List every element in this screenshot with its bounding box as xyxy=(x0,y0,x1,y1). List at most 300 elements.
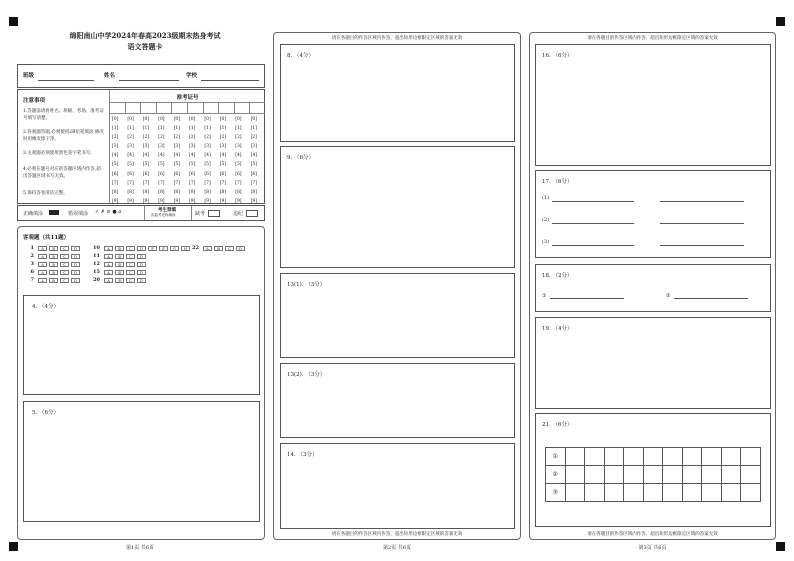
exam-id-bubble[interactable]: [0] xyxy=(158,117,165,122)
objective-option-bubble[interactable]: D xyxy=(71,246,80,251)
objective-option-bubble[interactable]: C xyxy=(126,270,135,275)
answer-section-panel xyxy=(17,226,265,540)
exam-id-write-cell[interactable] xyxy=(187,103,203,113)
notice-item: 2.客观题答题,必须使用2B铅笔填涂,修改时用橡皮擦干净。 xyxy=(23,130,104,142)
objective-option-bubble[interactable]: A xyxy=(104,270,113,275)
proctor-title: 考生禁填 xyxy=(158,208,176,213)
exam-id-bubble[interactable]: [2] xyxy=(142,135,150,141)
objective-question-row xyxy=(24,277,82,283)
q21-grid-cell[interactable] xyxy=(741,484,761,502)
exam-id-bubble[interactable]: [2] xyxy=(219,135,227,141)
exam-id-panel xyxy=(109,90,265,204)
objective-option-bubble[interactable]: D xyxy=(71,270,80,275)
exam-id-write-cell[interactable] xyxy=(156,103,172,113)
q13-2-label: 13(2). （3分） xyxy=(287,372,326,378)
exam-id-bubble[interactable]: [7] xyxy=(219,180,227,186)
exam-id-column xyxy=(112,115,118,206)
exam-id-title: 准考证号 xyxy=(176,95,199,101)
q16-answer-area[interactable] xyxy=(535,44,771,166)
objective-option-bubble[interactable]: D xyxy=(137,278,146,283)
exam-id-bubble[interactable]: [6] xyxy=(235,171,242,177)
objective-option-bubble[interactable]: C xyxy=(225,246,234,251)
q18-label: 18. （2分） xyxy=(542,273,573,279)
exam-id-bubble[interactable]: [3] xyxy=(127,144,134,150)
exam-id-bubble[interactable]: [9] xyxy=(112,198,119,204)
exam-id-write-cell[interactable] xyxy=(171,103,187,113)
exam-id-bubble[interactable]: [9] xyxy=(173,198,180,204)
exam-id-bubble[interactable]: [5] xyxy=(158,162,165,168)
q21-grid-cell[interactable] xyxy=(721,484,741,502)
exam-id-bubble[interactable]: [3] xyxy=(112,144,119,150)
q21-grid-cell[interactable] xyxy=(663,484,683,502)
q21-grid-cell[interactable] xyxy=(565,466,585,484)
exam-id-write-cell[interactable] xyxy=(218,103,234,113)
exam-id-bubble[interactable]: [6] xyxy=(204,171,211,177)
q17-label: 17. （6分） xyxy=(542,179,573,185)
exam-id-bubble[interactable]: [8] xyxy=(204,189,211,195)
student-info-box xyxy=(17,64,265,88)
exam-id-write-cell[interactable] xyxy=(110,103,125,113)
q9-answer-area[interactable] xyxy=(280,146,515,268)
exam-id-bubble[interactable]: [0] xyxy=(189,117,196,122)
objective-option-bubble[interactable]: D xyxy=(71,254,80,259)
exam-id-bubble[interactable]: [5] xyxy=(219,162,227,168)
q21-grid-cell[interactable] xyxy=(702,466,722,484)
exam-id-bubble[interactable]: [4] xyxy=(158,153,165,159)
exam-id-bubble[interactable]: [4] xyxy=(219,153,227,159)
exam-id-bubbles xyxy=(112,115,266,203)
exam-id-bubble[interactable]: [9] xyxy=(189,198,196,204)
exam-id-bubble[interactable]: [3] xyxy=(219,144,227,150)
exam-id-bubble[interactable]: [8] xyxy=(127,189,134,195)
objective-option-bubble[interactable]: B xyxy=(49,254,58,259)
school-input[interactable] xyxy=(201,80,259,81)
objective-option-bubble[interactable]: A xyxy=(104,254,113,259)
q21-grid-row xyxy=(546,484,761,502)
exam-id-bubble[interactable]: [2] xyxy=(158,135,165,141)
objective-option-bubble[interactable]: B xyxy=(49,270,58,275)
q17-2-line-a[interactable] xyxy=(552,223,634,224)
page-subtitle: 语文答题卡 xyxy=(127,42,163,51)
objective-option-bubble[interactable]: C xyxy=(126,278,135,283)
q14-answer-area[interactable] xyxy=(280,443,515,529)
objective-option-bubble[interactable]: C xyxy=(126,254,135,259)
objective-option-bubble[interactable]: A xyxy=(38,278,47,283)
objective-option-bubble[interactable]: A xyxy=(104,262,113,267)
exam-id-bubble[interactable]: [8] xyxy=(250,189,257,195)
objective-option-bubble[interactable]: C xyxy=(60,278,69,283)
exam-id-bubble[interactable]: [8] xyxy=(173,189,180,195)
objective-option-bubble[interactable]: E xyxy=(148,246,157,251)
q17-answer-area xyxy=(535,170,771,258)
exam-id-bubble[interactable]: [2] xyxy=(204,135,211,141)
q21-grid-cell[interactable] xyxy=(663,448,683,466)
exam-id-bubble[interactable]: [4] xyxy=(204,153,211,159)
objective-option-bubble[interactable]: B xyxy=(49,246,58,251)
q21-grid-cell[interactable] xyxy=(702,448,722,466)
objective-question-row xyxy=(24,269,82,275)
objective-question-row xyxy=(189,245,247,251)
q21-grid-cell[interactable] xyxy=(565,448,585,466)
exam-id-bubble[interactable]: [1] xyxy=(127,126,134,132)
exam-id-bubble[interactable]: [8] xyxy=(158,189,165,195)
exam-id-column xyxy=(189,115,195,206)
objective-option-bubble[interactable]: D xyxy=(137,246,146,251)
fill-legend-box xyxy=(17,205,265,221)
exam-id-column xyxy=(220,115,226,206)
class-input[interactable] xyxy=(38,80,94,81)
q21-grid-cell[interactable] xyxy=(682,484,702,502)
exam-id-bubble[interactable]: [2] xyxy=(189,135,196,141)
exam-id-bubble[interactable]: [0] xyxy=(235,117,242,122)
q21-grid-cell[interactable] xyxy=(643,484,663,502)
objective-question-row xyxy=(90,277,148,283)
exam-id-bubble[interactable]: [6] xyxy=(250,171,257,177)
objective-option-bubble[interactable]: B xyxy=(49,262,58,267)
objective-option-bubble[interactable]: C xyxy=(126,262,135,267)
exam-id-bubble[interactable]: [4] xyxy=(173,153,180,159)
absent-label: 缺考 xyxy=(195,211,206,217)
exam-id-write-row[interactable] xyxy=(110,102,265,114)
exam-id-bubble[interactable]: [3] xyxy=(235,144,242,150)
objective-option-bubble[interactable]: C xyxy=(60,270,69,275)
exam-id-bubble[interactable]: [1] xyxy=(158,126,165,132)
exam-id-bubble[interactable]: [0] xyxy=(204,117,211,122)
notice-item: 3.主观题必须使用黑色签字笔书写。 xyxy=(23,151,95,156)
q17-1-line-b[interactable] xyxy=(660,201,744,202)
warning-bottom-3: 请在各题目的作答区域内作答，超出矩形边框限定区域的答案无效 xyxy=(587,532,718,537)
exam-id-write-cell[interactable] xyxy=(249,103,265,113)
q14-label: 14. （3分） xyxy=(287,452,318,458)
objective-option-bubble[interactable]: A xyxy=(38,254,47,259)
q8-label: 8. （4分） xyxy=(287,53,314,59)
exam-id-bubble[interactable]: [1] xyxy=(189,126,196,132)
objective-option-bubble[interactable]: C xyxy=(126,246,135,251)
q17-3-line-b[interactable] xyxy=(660,245,744,246)
exam-id-bubble[interactable]: [6] xyxy=(112,171,119,177)
exam-id-bubble[interactable]: [7] xyxy=(127,180,134,186)
objective-option-bubble[interactable]: A xyxy=(38,270,47,275)
q18-sub-label: ② xyxy=(666,293,671,299)
objective-question-number: 6 xyxy=(30,269,34,275)
exam-id-bubble[interactable]: [4] xyxy=(235,153,242,159)
exam-id-bubble[interactable]: [9] xyxy=(250,198,257,204)
objective-option-bubble[interactable]: A xyxy=(203,246,212,251)
objective-question-row xyxy=(90,261,148,267)
exam-id-bubble[interactable]: [6] xyxy=(127,171,134,177)
objective-option-bubble[interactable]: B xyxy=(49,278,58,283)
warning-bottom-2: 请在各题目的作答区域内作答，超出矩形边框限定区域的答案无效 xyxy=(331,532,463,537)
objective-option-bubble[interactable]: A xyxy=(104,246,113,251)
q17-3-line-a[interactable] xyxy=(552,245,634,246)
exam-id-bubble[interactable]: [2] xyxy=(127,135,134,141)
q21-grid-cell[interactable] xyxy=(643,466,663,484)
exam-id-bubble[interactable]: [8] xyxy=(235,189,242,195)
q19-label: 19. （4分） xyxy=(542,326,573,332)
q21-grid-cell[interactable] xyxy=(663,466,683,484)
exam-id-bubble[interactable]: [2] xyxy=(250,135,257,141)
exam-id-bubble[interactable]: [0] xyxy=(173,117,180,122)
exam-id-column xyxy=(143,115,149,206)
q17-sub-label: (1) xyxy=(542,195,550,201)
q21-grid-cell[interactable] xyxy=(565,484,585,502)
name-input[interactable] xyxy=(119,80,179,81)
q21-grid-cell[interactable] xyxy=(682,448,702,466)
exam-id-bubble[interactable]: [4] xyxy=(112,153,119,159)
exam-id-bubble[interactable]: [8] xyxy=(112,189,119,195)
exam-id-bubble[interactable]: [5] xyxy=(142,162,150,168)
exam-id-bubble[interactable]: [5] xyxy=(189,162,196,168)
exam-id-bubble[interactable]: [1] xyxy=(142,126,150,132)
exam-id-bubble[interactable]: [3] xyxy=(189,144,196,150)
exam-id-bubble[interactable]: [1] xyxy=(235,126,242,132)
exam-id-bubble[interactable]: [7] xyxy=(158,180,165,186)
q21-grid-cell[interactable] xyxy=(741,466,761,484)
q21-grid-cell[interactable] xyxy=(624,466,644,484)
exam-id-bubble[interactable]: [1] xyxy=(173,126,180,132)
objective-option-bubble[interactable]: B xyxy=(115,254,124,259)
exam-id-bubble[interactable]: [7] xyxy=(142,180,150,186)
exam-id-bubble[interactable]: [8] xyxy=(189,189,196,195)
exam-id-bubble[interactable]: [4] xyxy=(189,153,196,159)
exam-id-bubble[interactable]: [0] xyxy=(112,117,119,122)
corner-mark-bottom-right xyxy=(776,542,785,551)
exam-id-write-cell[interactable] xyxy=(203,103,219,113)
q21-grid-cell[interactable] xyxy=(585,448,605,466)
q21-grid-row xyxy=(546,466,761,484)
exam-id-bubble[interactable]: [9] xyxy=(219,198,227,204)
exam-id-bubble[interactable]: [7] xyxy=(173,180,180,186)
objective-option-bubble[interactable]: B xyxy=(115,262,124,267)
exam-id-bubble[interactable]: [9] xyxy=(158,198,165,204)
objective-question-number: 20 xyxy=(93,277,100,283)
proctor-subtitle: 由监考老师填涂 xyxy=(151,213,176,217)
exam-id-bubble[interactable]: [7] xyxy=(204,180,211,186)
q21-grid-cell[interactable] xyxy=(624,484,644,502)
objective-question-row xyxy=(24,245,82,251)
name-label: 姓名 xyxy=(104,73,116,79)
q21-answer-area xyxy=(535,413,771,527)
q4-answer-area[interactable] xyxy=(23,295,260,395)
q19-answer-area[interactable] xyxy=(535,317,771,409)
exam-id-bubble[interactable]: [1] xyxy=(204,126,211,132)
exam-id-bubble[interactable]: [4] xyxy=(142,153,150,159)
q21-grid-cell[interactable] xyxy=(721,466,741,484)
q17-sub-label: (3) xyxy=(542,239,550,245)
q5-label: 5. （6分） xyxy=(32,410,59,416)
violation-label: 违纪 xyxy=(233,211,244,217)
q13-1-answer-area[interactable] xyxy=(280,273,515,358)
exam-id-bubble[interactable]: [8] xyxy=(219,189,227,195)
exam-id-bubble[interactable]: [9] xyxy=(204,198,211,204)
exam-id-bubble[interactable]: [9] xyxy=(235,198,242,204)
exam-id-write-cell[interactable] xyxy=(140,103,156,113)
objective-option-bubble[interactable]: D xyxy=(137,254,146,259)
exam-id-write-cell[interactable] xyxy=(125,103,141,113)
q4-label: 4. （4分） xyxy=(32,304,59,310)
exam-id-column xyxy=(158,115,164,206)
q18-1-line[interactable] xyxy=(550,298,624,299)
objective-option-bubble[interactable]: C xyxy=(60,254,69,259)
objective-option-bubble[interactable]: D xyxy=(236,246,245,251)
exam-id-bubble[interactable]: [7] xyxy=(189,180,196,186)
q18-2-line[interactable] xyxy=(674,298,748,299)
objective-option-bubble[interactable]: D xyxy=(137,270,146,275)
objective-question-number: 11 xyxy=(93,253,100,259)
objective-question-row xyxy=(90,245,192,251)
exam-id-bubble[interactable]: [1] xyxy=(112,126,119,132)
q21-grid-cell[interactable] xyxy=(585,466,605,484)
exam-id-bubble[interactable]: [3] xyxy=(173,144,180,150)
exam-id-column xyxy=(174,115,180,206)
objective-option-bubble[interactable]: A xyxy=(38,246,47,251)
objective-question-row xyxy=(90,253,148,259)
q21-grid-cell[interactable] xyxy=(604,466,624,484)
exam-id-bubble[interactable]: [7] xyxy=(235,180,242,186)
exam-id-bubble[interactable]: [0] xyxy=(219,117,227,122)
q9-label: 9. （6分） xyxy=(287,155,314,161)
q21-grid-cell[interactable] xyxy=(682,466,702,484)
exam-id-bubble[interactable]: [3] xyxy=(158,144,165,150)
q21-grid-cell[interactable] xyxy=(604,448,624,466)
objective-question-number: 12 xyxy=(93,261,100,267)
page-title: 绵阳南山中学2024年春高2023级期末热身考试 xyxy=(69,31,221,40)
violation-checkbox[interactable] xyxy=(246,210,258,217)
page-number-3: 第3页 共6页 xyxy=(638,545,667,551)
absent-checkbox[interactable] xyxy=(208,210,220,217)
wrong-fill-samples: ✓ ✗ ⊘ ● ⌀ xyxy=(95,209,122,215)
class-label: 班级 xyxy=(23,73,35,79)
corner-mark-top-left xyxy=(9,17,18,26)
exam-id-bubble[interactable]: [6] xyxy=(173,171,180,177)
objective-option-bubble[interactable]: F xyxy=(159,246,168,251)
exam-id-write-cell[interactable] xyxy=(234,103,250,113)
exam-id-bubble[interactable]: [8] xyxy=(142,189,150,195)
q13-2-answer-area[interactable] xyxy=(280,363,515,438)
q21-grid-cell[interactable] xyxy=(702,484,722,502)
exam-id-bubble[interactable]: [9] xyxy=(127,198,134,204)
exam-id-bubble[interactable]: [5] xyxy=(235,162,242,168)
warning-top-3: 请在各题目的作答区域内作答，超出矩形边框限定区域的答案无效 xyxy=(587,36,718,41)
exam-id-bubble[interactable]: [4] xyxy=(127,153,134,159)
exam-id-bubble[interactable]: [7] xyxy=(250,180,257,186)
exam-id-bubble[interactable]: [5] xyxy=(127,162,134,168)
objective-question-number: 3 xyxy=(30,261,34,267)
objective-option-bubble[interactable]: B xyxy=(115,246,124,251)
exam-id-bubble[interactable]: [3] xyxy=(142,144,150,150)
exam-id-bubble[interactable]: [0] xyxy=(250,117,257,122)
objective-title: 客观题（共11题） xyxy=(23,235,70,241)
objective-option-bubble[interactable]: G xyxy=(170,246,179,251)
q16-label: 16. （6分） xyxy=(542,53,573,59)
q21-grid-row xyxy=(546,448,761,466)
exam-id-bubble[interactable]: [9] xyxy=(142,198,150,204)
exam-id-bubble[interactable]: [6] xyxy=(219,171,227,177)
exam-id-bubble[interactable]: [7] xyxy=(112,180,119,186)
objective-option-bubble[interactable]: A xyxy=(38,262,47,267)
exam-id-column xyxy=(251,115,257,206)
exam-id-column xyxy=(235,115,241,206)
objective-question-number: 22 xyxy=(192,245,199,251)
objective-option-bubble[interactable]: D xyxy=(71,278,80,283)
proctor-box xyxy=(144,206,192,220)
q17-1-line-a[interactable] xyxy=(552,201,634,202)
objective-option-bubble[interactable]: H xyxy=(181,246,190,251)
exam-id-bubble[interactable]: [5] xyxy=(112,162,119,168)
objective-option-bubble[interactable]: D xyxy=(137,262,146,267)
objective-question-number: 1 xyxy=(30,245,34,251)
q21-writing-grid xyxy=(545,447,761,502)
exam-id-bubble[interactable]: [5] xyxy=(204,162,211,168)
panel-3 xyxy=(529,32,776,540)
q21-grid-cell[interactable] xyxy=(643,448,663,466)
exam-id-bubble[interactable]: [0] xyxy=(142,117,150,122)
exam-id-bubble[interactable]: [2] xyxy=(235,135,242,141)
objective-option-bubble[interactable]: B xyxy=(115,278,124,283)
exam-id-bubble[interactable]: [1] xyxy=(219,126,227,132)
notice-title: 注意事项 xyxy=(23,98,46,104)
objective-answers xyxy=(24,245,264,291)
exam-id-bubble[interactable]: [5] xyxy=(173,162,180,168)
objective-question-row xyxy=(24,261,82,267)
objective-question-row xyxy=(90,269,148,275)
wrong-fill-label: 错误填涂 xyxy=(68,211,89,217)
objective-question-row xyxy=(24,253,82,259)
page-number-1: 第1页 共6页 xyxy=(126,545,154,551)
objective-option-bubble[interactable]: A xyxy=(104,278,113,283)
q17-2-line-b[interactable] xyxy=(660,223,744,224)
q21-row-marker: ① xyxy=(546,448,566,466)
correct-fill-sample xyxy=(49,210,59,215)
exam-id-bubble[interactable]: [6] xyxy=(189,171,196,177)
objective-option-bubble[interactable]: B xyxy=(214,246,223,251)
q8-answer-area[interactable] xyxy=(280,44,515,142)
exam-id-bubble[interactable]: [3] xyxy=(204,144,211,150)
q21-label: 21. （6分） xyxy=(542,422,573,428)
objective-question-number: 15 xyxy=(93,269,100,275)
q21-grid-cell[interactable] xyxy=(741,448,761,466)
q21-grid-cell[interactable] xyxy=(721,448,741,466)
objective-option-bubble[interactable]: C xyxy=(60,246,69,251)
q18-sub-label: ① xyxy=(542,293,547,299)
notice-item: 1.答题前请将姓名、班级、考场、准考证号填写清楚。 xyxy=(23,109,104,121)
objective-question-number: 7 xyxy=(30,277,34,283)
q21-grid-cell[interactable] xyxy=(604,484,624,502)
q21-grid-cell[interactable] xyxy=(624,448,644,466)
exam-id-bubble[interactable]: [6] xyxy=(142,171,150,177)
objective-question-number: 2 xyxy=(30,253,34,259)
exam-id-bubble[interactable]: [2] xyxy=(173,135,180,141)
exam-id-bubble[interactable]: [0] xyxy=(127,117,134,122)
q21-grid-cell[interactable] xyxy=(585,484,605,502)
warning-top-2: 请在各题目的作答区域内作答，超出矩形边框限定区域的答案无效 xyxy=(331,36,463,41)
correct-fill-label: 正确填涂 xyxy=(23,211,44,217)
objective-option-bubble[interactable]: D xyxy=(71,262,80,267)
exam-id-bubble[interactable]: [2] xyxy=(112,135,119,141)
exam-id-bubble[interactable]: [1] xyxy=(250,126,257,132)
q17-sub-label: (2) xyxy=(542,217,550,223)
exam-id-bubble[interactable]: [3] xyxy=(250,144,257,150)
exam-id-bubble[interactable]: [5] xyxy=(250,162,257,168)
q5-answer-area[interactable] xyxy=(23,401,260,522)
exam-id-bubble[interactable]: [6] xyxy=(158,171,165,177)
q21-row-marker: ③ xyxy=(546,484,566,502)
exam-id-bubble[interactable]: [4] xyxy=(250,153,257,159)
objective-option-bubble[interactable]: B xyxy=(115,270,124,275)
objective-option-bubble[interactable]: C xyxy=(60,262,69,267)
q13-1-label: 13(1). （3分） xyxy=(287,282,326,288)
page-number-2: 第2页 共6页 xyxy=(383,545,411,551)
